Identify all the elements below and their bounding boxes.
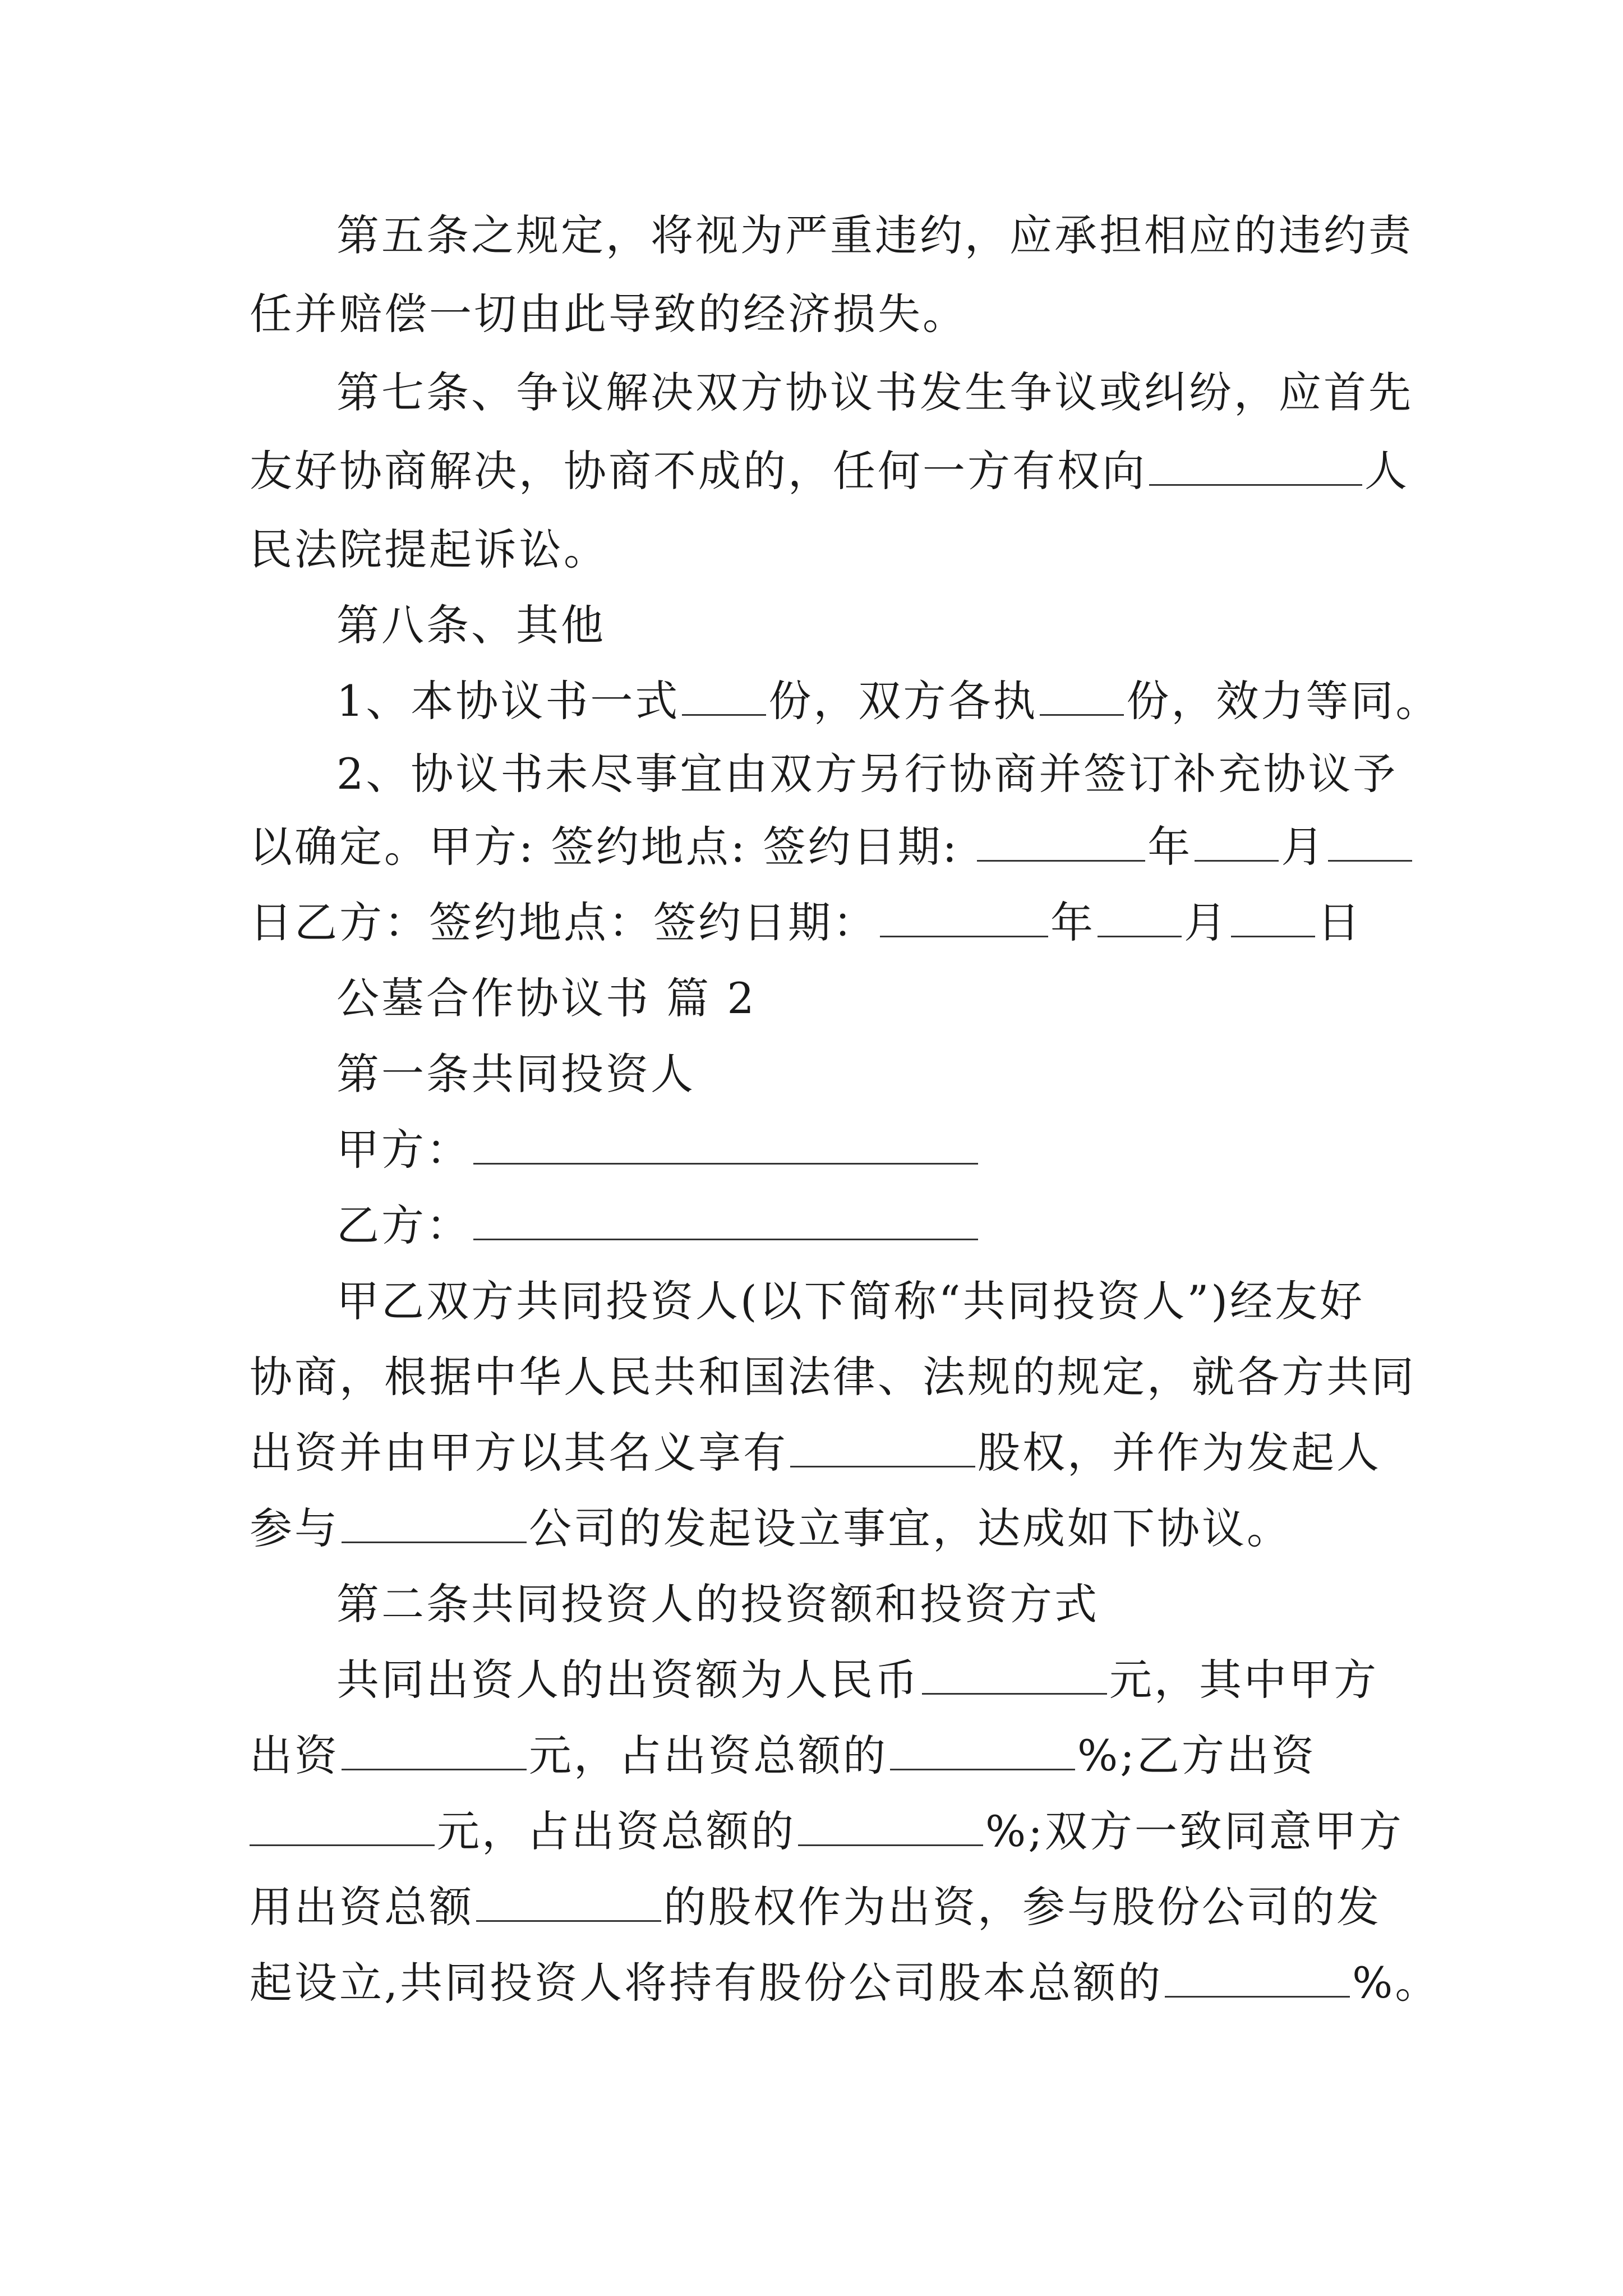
text-line xyxy=(336,365,1413,421)
text-segment: 元，占出资总额的 xyxy=(529,1731,888,1780)
text-segment: 日 xyxy=(1317,898,1362,947)
text-segment: 第一条共同投资人 xyxy=(336,1049,695,1099)
fill-blank xyxy=(977,821,1145,862)
section-heading xyxy=(336,597,606,654)
text-segment: 甲方： xyxy=(336,1125,471,1175)
party-a-line xyxy=(336,1122,980,1178)
fill-blank xyxy=(342,1729,527,1770)
text-line xyxy=(250,522,608,578)
text-segment: 月 xyxy=(1281,822,1326,872)
text-segment: 日乙方：签约地点：签约日期： xyxy=(250,898,878,947)
text-line xyxy=(250,1728,1316,1784)
fill-blank xyxy=(922,1654,1107,1695)
text-line xyxy=(250,1349,1416,1405)
text-line xyxy=(336,1652,1378,1708)
text-line xyxy=(250,1803,1404,1860)
text-line xyxy=(250,1879,1381,1935)
party-b-line xyxy=(336,1198,980,1254)
article-title xyxy=(336,970,757,1027)
fill-blank xyxy=(473,1124,978,1165)
text-segment: 1、本协议书一式 xyxy=(336,676,680,726)
text-segment: 友好协商解决，协商不成的，任何一方有权向 xyxy=(250,446,1147,496)
text-segment: 的股权作为出资，参与股份公司的发 xyxy=(663,1882,1381,1932)
fill-blank xyxy=(473,1199,978,1240)
fill-blank xyxy=(342,1502,527,1543)
fill-blank xyxy=(1165,1957,1350,1998)
text-segment: 第八条、其他 xyxy=(336,600,606,650)
fill-blank xyxy=(1328,821,1412,862)
text-segment: 份，效力等同。 xyxy=(1126,676,1441,726)
fill-blank xyxy=(1098,896,1182,937)
text-segment: 协商，根据中华人民共和国法律、法规的规定，就各方共同 xyxy=(250,1352,1416,1402)
fill-blank xyxy=(798,1805,983,1846)
text-segment: 起设立,共同投资人将持有股份公司股本总额的 xyxy=(250,1958,1163,2008)
fill-blank xyxy=(682,675,766,716)
text-line xyxy=(250,286,967,342)
text-line xyxy=(250,443,1409,499)
text-line xyxy=(336,746,1398,802)
text-segment: 年 xyxy=(1050,898,1095,947)
text-segment: 第二条共同投资人的投资额和投资方式 xyxy=(336,1579,1099,1629)
fill-blank xyxy=(250,1805,435,1846)
fill-blank xyxy=(1040,675,1124,716)
text-segment: 公墓合作协议书 篇 2 xyxy=(336,973,757,1023)
fill-blank xyxy=(880,896,1048,937)
text-segment: 份，双方各执 xyxy=(768,676,1038,726)
text-segment: 甲乙双方共同投资人(以下简称“共同投资人”)经友好 xyxy=(336,1276,1365,1326)
text-segment: 股权，并作为发起人 xyxy=(978,1428,1381,1478)
text-line xyxy=(250,1501,1292,1557)
text-segment: 元，占出资总额的 xyxy=(437,1806,796,1856)
text-segment: 出资并由甲方以其名义享有 xyxy=(250,1428,788,1478)
text-line xyxy=(250,819,1414,875)
text-segment: 第五条之规定，将视为严重违约，应承担相应的违约责 xyxy=(336,210,1413,260)
text-line xyxy=(250,1425,1381,1481)
text-segment: 人 xyxy=(1364,446,1409,496)
text-segment: 2、协议书未尽事宜由双方另行协商并签订补充协议予 xyxy=(336,749,1398,799)
text-segment: 任并赔偿一切由此导致的经济损失。 xyxy=(250,289,967,339)
text-segment: 第七条、争议解决双方协议书发生争议或纠纷，应首先 xyxy=(336,367,1413,417)
text-segment: 乙方： xyxy=(336,1200,471,1250)
fill-blank xyxy=(890,1729,1075,1770)
text-segment: 共同出资人的出资额为人民币 xyxy=(336,1655,920,1705)
text-line xyxy=(250,895,1362,951)
text-segment: %;双方一致同意甲方 xyxy=(985,1806,1404,1856)
text-segment: %。 xyxy=(1352,1958,1440,2008)
text-line xyxy=(250,1955,1440,2011)
text-segment: 用出资总额 xyxy=(250,1882,474,1932)
fill-blank xyxy=(1231,896,1315,937)
text-line xyxy=(336,1273,1364,1329)
fill-blank xyxy=(790,1427,975,1467)
text-segment: 民法院提起诉讼。 xyxy=(250,524,608,574)
text-segment: 以确定。甲方: 签约地点: 签约日期: xyxy=(250,822,975,872)
text-segment: 参与 xyxy=(250,1503,339,1553)
section-heading xyxy=(336,1576,1099,1632)
section-heading xyxy=(336,1046,695,1102)
fill-blank xyxy=(476,1881,661,1922)
text-line xyxy=(336,673,1440,729)
text-line xyxy=(336,208,1413,264)
text-segment: 公司的发起设立事宜，达成如下协议。 xyxy=(529,1503,1292,1553)
text-segment: 年 xyxy=(1147,822,1193,872)
fill-blank xyxy=(1195,821,1279,862)
text-segment: 元，其中甲方 xyxy=(1109,1655,1378,1705)
text-segment: 出资 xyxy=(250,1731,339,1780)
fill-blank xyxy=(1149,445,1362,486)
text-segment: %;乙方出资 xyxy=(1077,1731,1316,1780)
text-segment: 月 xyxy=(1184,898,1229,947)
